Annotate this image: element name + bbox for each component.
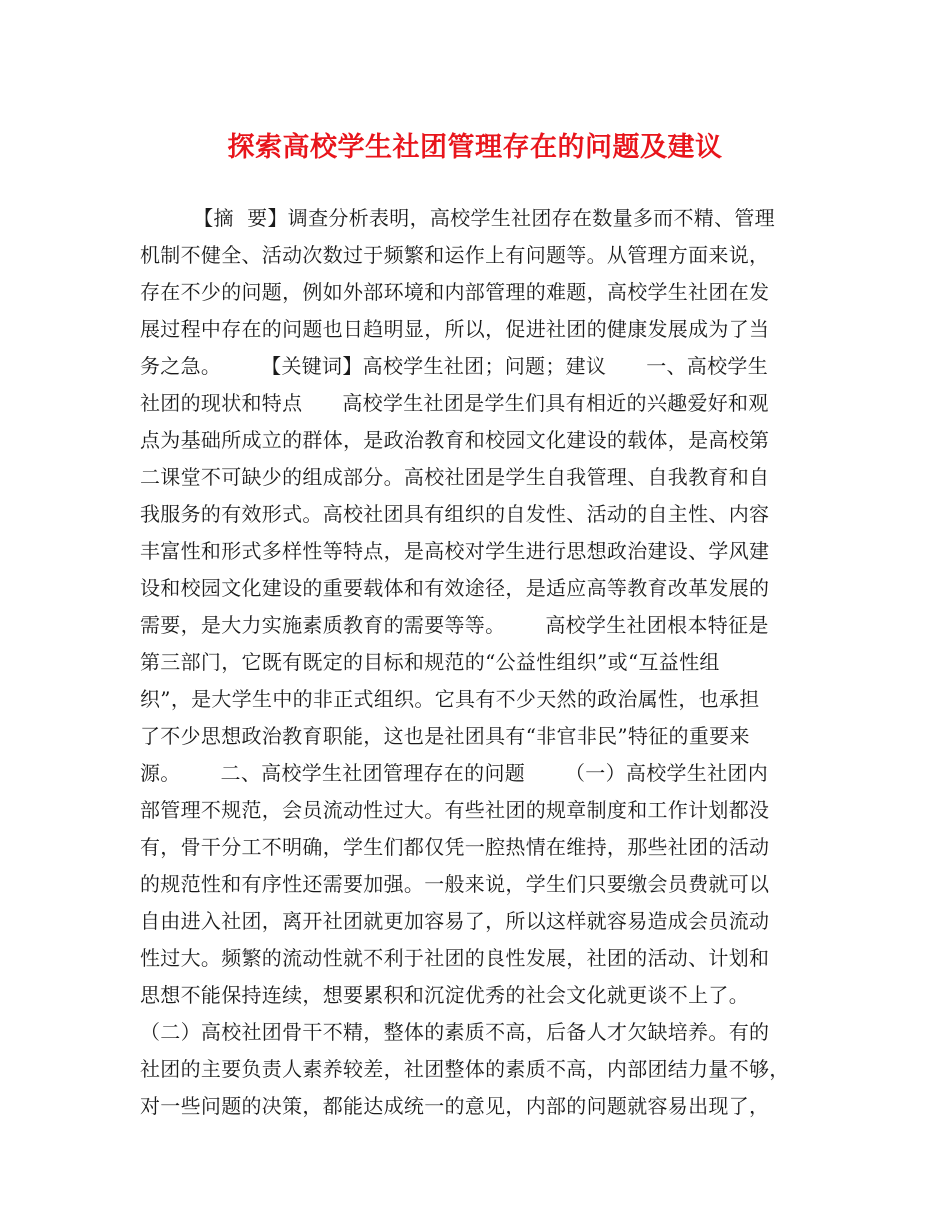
body-line: 第三部门，它既有既定的目标和规范的“公益性组织”或“互益性组 <box>140 650 720 674</box>
body-line: 有，骨干分工不明确，学生们都仅凭一腔热情在维持，那些社团的活动 <box>140 835 770 859</box>
body-line: 丰富性和形式多样性等特点，是高校对学生进行思想政治建设、学风建 <box>140 539 770 563</box>
body-line: 设和校园文化建设的重要载体和有效途径，是适应高等教育改革发展的 <box>140 576 770 600</box>
body-line: 存在不少的问题，例如外部环境和内部管理的难题，高校学生社团在发 <box>140 280 770 304</box>
body-line: 社团的现状和特点 高校学生社团是学生们具有相近的兴趣爱好和观 <box>140 391 769 415</box>
document-title: 探索高校学生社团管理存在的问题及建议 <box>227 132 723 163</box>
body-line: 二课堂不可缺少的组成部分。高校社团是学生自我管理、自我教育和自 <box>140 465 770 489</box>
body-line: 展过程中存在的问题也日趋明显，所以，促进社团的健康发展成为了当 <box>140 317 770 341</box>
document-body <box>140 200 820 1125</box>
body-line: 织”，是大学生中的非正式组织。它具有不少天然的政治属性，也承担 <box>140 687 760 711</box>
body-line: 【摘 要】调查分析表明，高校学生社团存在数量多而不精、管理 <box>140 206 775 230</box>
body-line: 我服务的有效形式。高校社团具有组织的自发性、活动的自主性、内容 <box>140 502 770 526</box>
body-line: 对一些问题的决策，都能达成统一的意见，内部的问题就容易出现了， <box>140 1094 770 1118</box>
body-line: （二）高校社团骨干不精，整体的素质不高，后备人才欠缺培养。有的 <box>140 1020 770 1044</box>
body-line: 需要，是大力实施素质教育的需要等等。 高校学生社团根本特征是 <box>140 613 769 637</box>
body-line: 务之急。 【关键词】高校学生社团；问题；建议 一、高校学生 <box>140 354 768 378</box>
body-line: 源。 二、高校学生社团管理存在的问题 （一）高校学生社团内 <box>140 761 768 785</box>
body-line: 自由进入社团，离开社团就更加容易了，所以这样就容易造成会员流动 <box>140 909 770 933</box>
body-line: 部管理不规范，会员流动性过大。有些社团的规章制度和工作计划都没 <box>140 798 770 822</box>
body-line: 点为基础所成立的群体，是政治教育和校园文化建设的载体，是高校第 <box>140 428 770 452</box>
body-line: 社团的主要负责人素养较差，社团整体的素质不高，内部团结力量不够， <box>140 1057 790 1081</box>
body-line: 性过大。频繁的流动性就不利于社团的良性发展，社团的活动、计划和 <box>140 946 770 970</box>
body-line: 机制不健全、活动次数过于频繁和运作上有问题等。从管理方面来说， <box>140 243 770 267</box>
body-line: 的规范性和有序性还需要加强。一般来说，学生们只要缴会员费就可以 <box>140 872 770 896</box>
body-line: 了不少思想政治教育职能，这也是社团具有“非官非民”特征的重要来 <box>140 724 750 748</box>
body-line: 思想不能保持连续，想要累积和沉淀优秀的社会文化就更谈不上了。 <box>140 983 749 1007</box>
